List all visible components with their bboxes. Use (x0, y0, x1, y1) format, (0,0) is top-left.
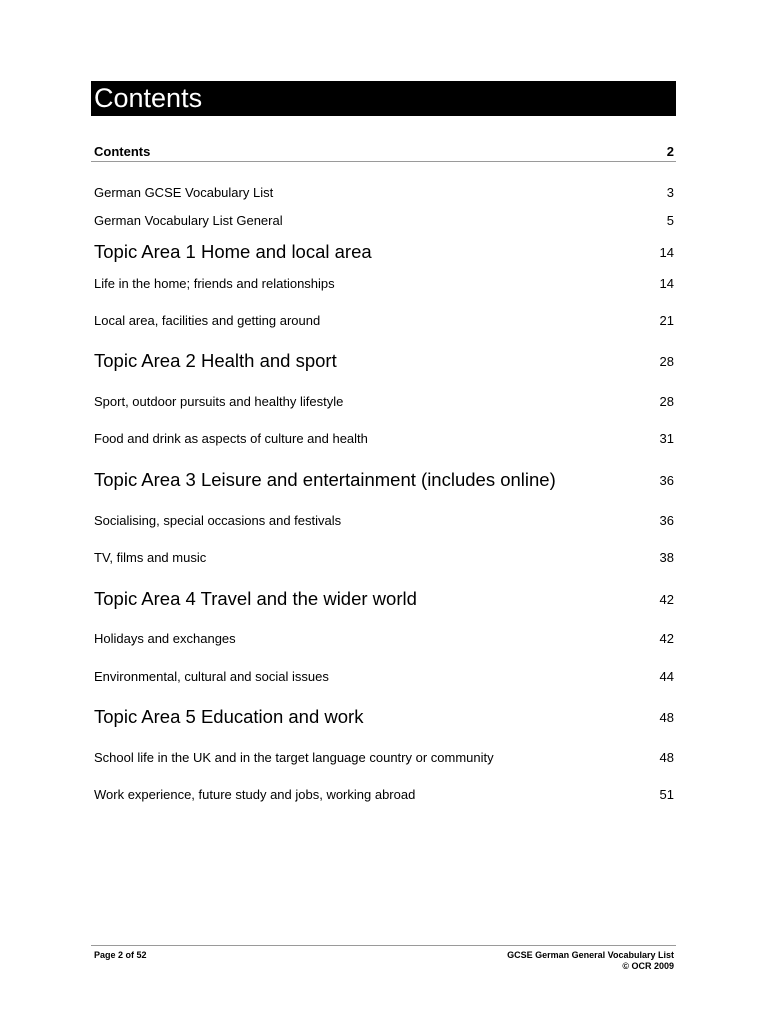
toc-entry-label: School life in the UK and in the target language country or community (94, 750, 494, 765)
toc-topic-label: Topic Area 4 Travel and the wider world (94, 588, 417, 609)
toc-topic-label: Topic Area 2 Health and sport (94, 350, 337, 371)
page-title: Contents (94, 83, 203, 113)
footer-page-indicator: Page 2 of 52 (94, 950, 147, 960)
contents-heading-label: Contents (94, 144, 151, 159)
toc-entry-page: 36 (659, 513, 674, 528)
toc-entry-page: 5 (666, 213, 674, 228)
toc-entry-label: German GCSE Vocabulary List (94, 185, 274, 200)
toc-entry-label: German Vocabulary List General (94, 213, 283, 228)
toc-entry-label: Food and drink as aspects of culture and health (94, 431, 368, 446)
toc-topic-page: 48 (659, 710, 674, 725)
toc-entry-page: 31 (659, 431, 674, 446)
toc-entry-page: 3 (666, 185, 674, 200)
toc-entry-label: Socialising, special occasions and festivals (94, 513, 342, 528)
toc-entry-page: 14 (659, 276, 674, 291)
contents-heading-rule (91, 161, 676, 162)
footer-document-name: GCSE German General Vocabulary List (507, 950, 674, 960)
toc-entry-label: Environmental, cultural and social issues (94, 669, 329, 684)
toc-entry-label: Life in the home; friends and relationships (94, 276, 335, 291)
toc-entry-page: 51 (659, 787, 674, 802)
page-title-bar (91, 81, 676, 116)
footer-copyright: © OCR 2009 (622, 961, 674, 971)
contents-heading-page: 2 (666, 144, 674, 159)
toc-entry-label: Holidays and exchanges (94, 631, 236, 646)
toc-entry-page: 44 (659, 669, 674, 684)
toc-topic-page: 42 (659, 592, 674, 607)
toc-topic-page: 36 (659, 473, 674, 488)
toc-topic-label: Topic Area 3 Leisure and entertainment (includes online) (94, 469, 556, 490)
toc-topic-label: Topic Area 1 Home and local area (94, 241, 372, 262)
toc-entry-label: TV, films and music (94, 550, 207, 565)
toc-entry-page: 21 (659, 313, 674, 328)
toc-entry-label: Local area, facilities and getting around (94, 313, 321, 328)
toc-entry-page: 28 (659, 394, 674, 409)
toc-topic-label: Topic Area 5 Education and work (94, 706, 364, 727)
toc-entry-label: Sport, outdoor pursuits and healthy lifestyle (94, 394, 344, 409)
toc-topic-page: 28 (659, 354, 674, 369)
footer-document-info (507, 950, 674, 972)
toc-entry-page: 42 (659, 631, 674, 646)
footer-rule (91, 945, 676, 946)
toc-entry-page: 48 (659, 750, 674, 765)
toc-entry-label: Work experience, future study and jobs, working abroad (94, 787, 416, 802)
toc-entry-page: 38 (659, 550, 674, 565)
toc-topic-page: 14 (659, 245, 674, 260)
